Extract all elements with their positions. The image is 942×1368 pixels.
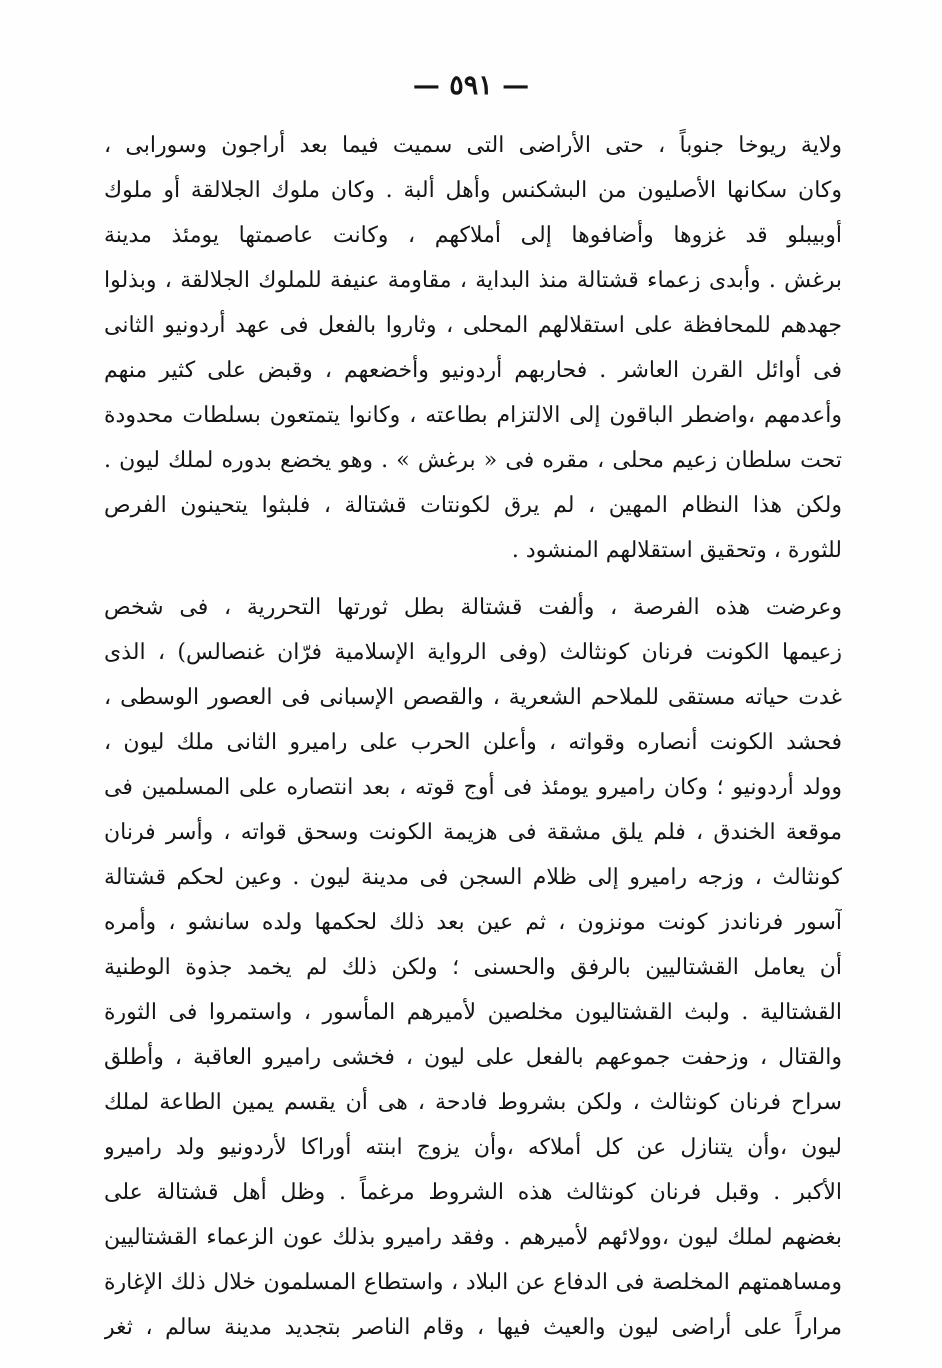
text-line: جهدهم للمحافظة على استقلالهم المحلى ، وثاروا بالفعل فى عهد أردونيو الثانى [104, 313, 842, 338]
body-text [104, 123, 842, 1350]
text-line: أوبيبلو قد غزوها وأضافوها إلى أملاكهم ، وكانت عاصمتها يومئذ مدينة [104, 223, 842, 248]
text-line: وأعدمهم ،واضطر الباقون إلى الالتزام بطاعته ، وكانوا يتمتعون بسلطات محدودة [104, 403, 842, 428]
text-line: سراح فرنان كونثالث ، ولكن بشروط فادحة ، هى أن يقسم يمين الطاعة لملك [104, 1090, 842, 1115]
text-line: القشتالية . ولبث القشتاليون مخلصين لأميرهم المأسور ، واستمروا فى الثورة [104, 1000, 842, 1025]
text-line: فى أوائل القرن العاشر . فحاربهم أردونيو وأخضعهم ، وقبض على كثير منهم [104, 358, 842, 383]
paragraph-gap [104, 573, 842, 585]
text-line: ولكن هذا النظام المهين ، لم يرق لكونتات قشتالة ، فلبثوا يتحينون الفرص [104, 493, 842, 518]
text-line: كونثالث ، وزجه راميرو إلى ظلام السجن فى مدينة ليون . وعين لحكم قشتالة [104, 865, 842, 890]
text-line: بغضهم لملك ليون ،وولائهم لأميرهم . وفقد راميرو بذلك عون الزعماء القشتاليين [104, 1225, 842, 1250]
text-line: تحت سلطان زعيم محلى ، مقره فى « برغش » . وهو يخضع بدوره لملك ليون . [104, 448, 842, 473]
text-line: غدت حياته مستقى للملاحم الشعرية ، والقصص الإسبانى فى العصور الوسطى ، [104, 685, 842, 710]
text-line: ولاية ريوخا جنوباً ، حتى الأراضى التى سميت فيما بعد أراجون وسورابى ، [104, 133, 842, 158]
text-line: وكان سكانها الأصليون من البشكنس وأهل ألبة . وكان ملوك الجلالقة أو ملوك [104, 178, 842, 203]
text-line: آسور فرناندز كونت مونزون ، ثم عين بعد ذلك لحكمها ولده سانشو ، وأمره [104, 910, 842, 935]
text-line: ليون ،وأن يتنازل عن كل أملاكه ،وأن يزوج ابنته أوراكا لأردونيو ولد راميرو [104, 1135, 842, 1160]
page-number: — ٥٩١ — [412, 70, 530, 101]
text-line: برغش . وأبدى زعماء قشتالة منذ البداية ، مقاومة عنيفة للملوك الجلالقة ، وبذلوا [104, 268, 842, 293]
text-line: فحشد الكونت أنصاره وقواته ، وأعلن الحرب على راميرو الثانى ملك ليون ، [104, 730, 842, 755]
text-line: والقتال ، وزحفت جموعهم بالفعل على ليون ، فخشى راميرو العاقبة ، وأطلق [104, 1045, 842, 1070]
text-line: أن يعامل القشتاليين بالرفق والحسنى ؛ ولكن ذلك لم يخمد جذوة الوطنية [104, 955, 842, 980]
text-line: ومساهمتهم المخلصة فى الدفاع عن البلاد ، واستطاع المسلمون خلال ذلك الإغارة [104, 1270, 842, 1295]
text-line: مراراً على أراضى ليون والعيث فيها ، وقام الناصر بتجديد مدينة سالم ، ثغر [104, 1315, 842, 1340]
text-line: وعرضت هذه الفرصة ، وألفت قشتالة بطل ثورتها التحررية ، فى شخص [104, 595, 842, 620]
paragraph-1 [104, 123, 842, 573]
text-line: زعيمها الكونت فرنان كونثالث (وفى الرواية الإسلامية فرّان غنصالس) ، الذى [104, 640, 842, 665]
text-line: وولد أردونيو ؛ وكان راميرو يومئذ فى أوج قوته ، بعد انتصاره على المسلمين فى [104, 775, 842, 800]
text-line: للثورة ، وتحقيق استقلالهم المنشود . [511, 538, 842, 563]
text-line: موقعة الخندق ، فلم يلق مشقة فى هزيمة الكونت وسحق قواته ، وأسر فرنان [104, 820, 842, 845]
text-line: الأكبر . وقبل فرنان كونثالث هذه الشروط مرغماً . وظل أهل قشتالة على [104, 1180, 842, 1205]
paragraph-2 [104, 585, 842, 1350]
